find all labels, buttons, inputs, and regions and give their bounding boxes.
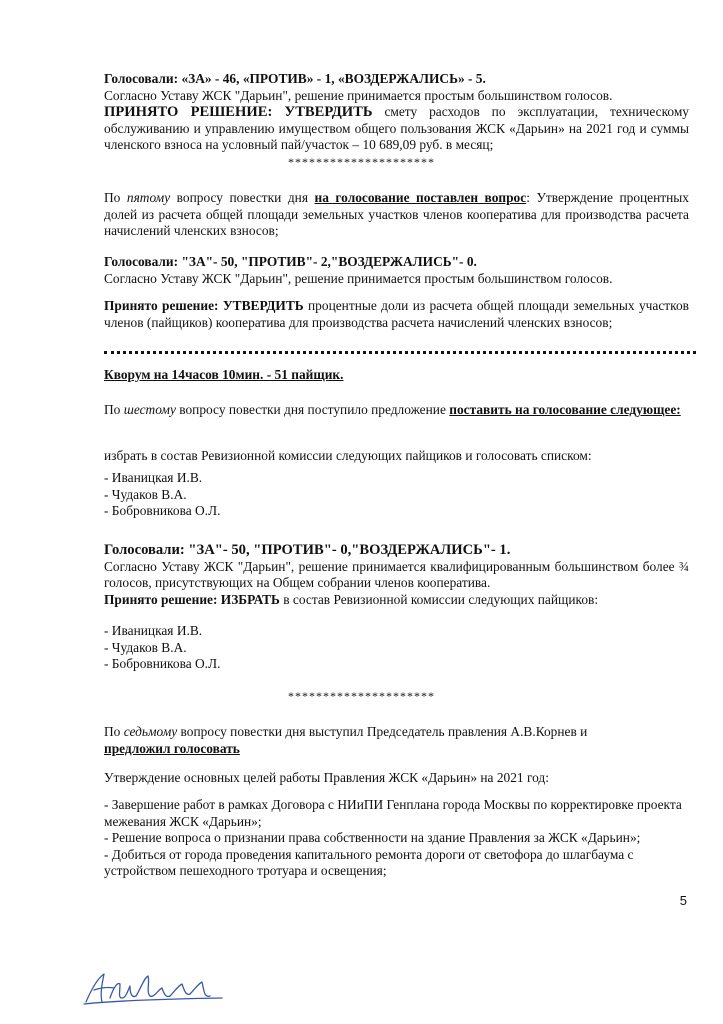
list-item: - Решение вопроса о признании права собственности на здание Правления за ЖСК «Дарьин»; bbox=[104, 830, 641, 845]
q4-decision bbox=[104, 104, 689, 154]
q7-goals bbox=[104, 797, 689, 880]
list-item: - Иваницкая И.В. bbox=[104, 623, 203, 638]
q5-post: : Утверждение процентных долей из расчета общей площади земельных участков членов кооператива для производства расчета начислений членских взносов; bbox=[104, 190, 689, 238]
dotted-divider bbox=[104, 351, 696, 354]
signature-icon bbox=[82, 968, 232, 1008]
q4-charter-line: Согласно Уставу ЖСК "Дарьин", решение принимается простым большинством голосов. bbox=[104, 87, 613, 103]
list-item: - Бобровникова О.Л. bbox=[104, 656, 221, 671]
q4-result bbox=[104, 71, 689, 154]
q7-ordinal: седьмому bbox=[123, 724, 178, 739]
q5-result bbox=[104, 254, 689, 287]
separator-stars-1: ********************* bbox=[288, 155, 435, 169]
q6-paragraph bbox=[104, 402, 689, 419]
q5-underlined: на голосование поставлен вопрос bbox=[314, 190, 527, 205]
q4-decision-head: ПРИНЯТО РЕШЕНИЕ: УТВЕРДИТЬ bbox=[104, 104, 373, 120]
q6-mid: вопросу повестки дня поступило предложение bbox=[175, 402, 450, 417]
page-number: 5 bbox=[679, 893, 687, 908]
q5-decision bbox=[104, 298, 689, 331]
q6-result bbox=[104, 542, 689, 608]
q7-mid: вопросу повестки дня выступил Председатель правления А.В.Корнев и bbox=[177, 724, 588, 739]
list-item: - Чудаков В.А. bbox=[104, 486, 187, 502]
q7-goals-title: Утверждение основных целей работы Правления ЖСК «Дарьин» на 2021 год: bbox=[104, 770, 549, 785]
q7-paragraph bbox=[104, 724, 689, 757]
q6-elected bbox=[104, 623, 689, 673]
q4-decision-text: смету расходов по эксплуатации, техническому обслуживанию и управлению имуществом общего пользования ЖСК «Дарьин» на 2021 год и суммы членского взноса на условный пай/участок – 10 689,09 руб. в месяц; bbox=[104, 104, 689, 152]
q6-ordinal: шестому bbox=[123, 402, 176, 417]
q5-vote-line: Голосовали: "ЗА"- 50, "ПРОТИВ"- 2,"ВОЗДЕРЖАЛИСЬ"- 0. bbox=[104, 254, 477, 269]
list-item: - Чудаков В.А. bbox=[104, 639, 187, 655]
list-item: - Завершение работ в рамках Договора с НИиПИ Генплана города Москвы по корректировке проекта межевания ЖСК «Дарьин»; bbox=[104, 797, 682, 829]
q5-paragraph bbox=[104, 190, 689, 240]
q7-pre: По bbox=[104, 724, 124, 739]
list-item: - Бобровникова О.Л. bbox=[104, 503, 221, 518]
q6-pre: По bbox=[104, 402, 124, 417]
q6-decision-text: в состав Ревизионной комиссии следующих пайщиков: bbox=[279, 591, 599, 607]
q5-decision-text: процентные доли из расчета общей площади земельных участков членов (пайщиков) кооператива для производства расчета начислений членских взносов; bbox=[104, 298, 689, 330]
q6-charter-line: Согласно Уставу ЖСК "Дарьин", решение принимается квалифицированным большинством более ¾ голосов, присутствующих на Общем собрании членов кооператива. bbox=[104, 558, 689, 590]
q5-pre: По bbox=[104, 190, 127, 205]
q6-decision-head: Принято решение: ИЗБРАТЬ bbox=[104, 591, 280, 607]
q6-vote-line: Голосовали: "ЗА"- 50, "ПРОТИВ"- 0,"ВОЗДЕРЖАЛИСЬ"- 1. bbox=[104, 542, 511, 558]
separator-stars-2: ********************* bbox=[288, 689, 435, 703]
list-item: - Добиться от города проведения капитального ремонта дороги от светофора до шлагбаума с устройством пешеходного тротуара и освещения; bbox=[104, 846, 634, 878]
q5-mid: вопросу повестки дня bbox=[170, 190, 315, 205]
q4-vote-line: Голосовали: «ЗА» - 46, «ПРОТИВ» - 1, «ВОЗДЕРЖАЛИСЬ» - 5. bbox=[104, 71, 486, 86]
q7-underlined: предложил голосовать bbox=[104, 740, 240, 756]
list-item: - Иваницкая И.В. bbox=[104, 470, 203, 485]
q5-decision-head: Принято решение: УТВЕРДИТЬ bbox=[104, 298, 304, 313]
q5-ordinal: пятому bbox=[126, 190, 171, 205]
quorum-line: Кворум на 14часов 10мин. - 51 пайщик. bbox=[104, 367, 344, 382]
q6-decision bbox=[104, 592, 689, 609]
q6-intro: избрать в состав Ревизионной комиссии следующих пайщиков и голосовать списком: bbox=[104, 448, 592, 463]
q6-candidates bbox=[104, 470, 689, 520]
q6-underlined: поставить на голосование следующее: bbox=[449, 402, 681, 417]
q5-charter-line: Согласно Уставу ЖСК "Дарьин", решение принимается простым большинством голосов. bbox=[104, 270, 613, 286]
